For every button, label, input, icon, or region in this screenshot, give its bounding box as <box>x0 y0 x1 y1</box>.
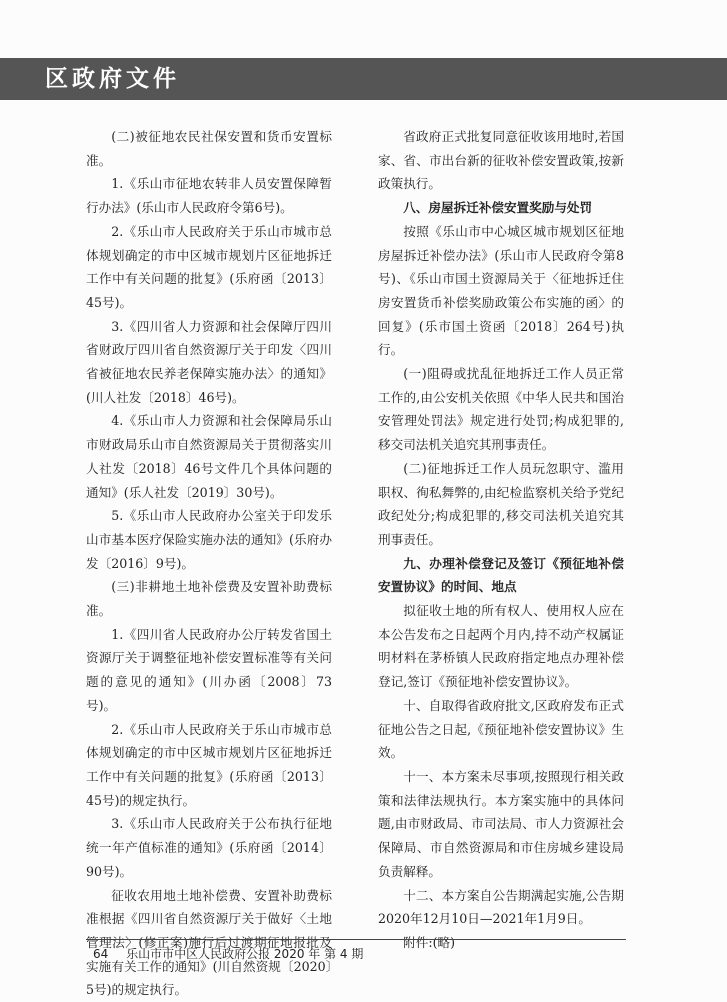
footer-divider <box>86 939 626 940</box>
paragraph: 十二、本方案自公告期满起实施,公告期2020年12月10日—2021年1月9日。 <box>378 884 624 931</box>
section-heading: 八、房屋拆迁补偿安置奖励与处罚 <box>378 196 624 220</box>
paragraph: 按照《乐山市中心城区城市规划区征地房屋拆迁补偿办法》(乐山市人民政府令第8号)、《乐山市国土资源局关于〈征地拆迁住房安置货币补偿奖励政策公布实施的函〉的回复》(乐市国土资函〔2018〕264号)执行。 <box>378 220 624 362</box>
paragraph: 附件:(略) <box>378 931 624 955</box>
paragraph: 1.《四川省人民政府办公厅转发省国土资源厅关于调整征地补偿安置标准等有关问题的意见的通知》(川办函〔2008〕73号)。 <box>86 623 332 718</box>
paragraph: (二)被征地农民社保安置和货币安置标准。 <box>86 125 332 172</box>
paragraph: 十一、本方案未尽事项,按照现行相关政策和法律法规执行。本方案实施中的具体问题,由市财政局、市司法局、市人力资源社会保障局、市自然资源局和市住房城乡建设局负责解释。 <box>378 765 624 884</box>
paragraph: (二)征地拆迁工作人员玩忽职守、滥用职权、徇私舞弊的,由纪检监察机关给予党纪政纪处分;构成犯罪的,移交司法机关追究其刑事责任。 <box>378 457 624 552</box>
paragraph: 3.《乐山市人民政府关于公布执行征地统一年产值标准的通知》(乐府函〔2014〕90号)。 <box>86 812 332 883</box>
right-column <box>378 125 624 955</box>
paragraph: 1.《乐山市征地农转非人员安置保障暂行办法》(乐山市人民政府令第6号)。 <box>86 172 332 219</box>
paragraph: 2.《乐山市人民政府关于乐山市城市总体规划确定的市中区城市规划片区征地拆迁工作中有关问题的批复》(乐府函〔2013〕45号)。 <box>86 220 332 315</box>
paragraph: (一)阻碍或扰乱征地拆迁工作人员正常工作的,由公安机关依照《中华人民共和国治安管理处罚法》规定进行处罚;构成犯罪的,移交司法机关追究其刑事责任。 <box>378 362 624 457</box>
paragraph: 拟征收土地的所有权人、使用权人应在本公告发布之日起两个月内,持不动产权属证明材料在茅桥镇人民政府指定地点办理补偿登记,签订《预征地补偿安置协议》。 <box>378 599 624 694</box>
publication-name: 乐山市市中区人民政府公报 2020 年 第 4 期 <box>126 947 363 961</box>
section-heading: 九、办理补偿登记及签订《预征地补偿安置协议》的时间、地点 <box>378 552 624 599</box>
paragraph: 十、自取得省政府批文,区政府发布正式征地公告之日起,《预征地补偿安置协议》生效。 <box>378 694 624 765</box>
section-title: 区政府文件 <box>45 63 180 95</box>
left-column <box>86 125 332 1002</box>
paragraph: 2.《乐山市人民政府关于乐山市城市总体规划确定的市中区城市规划片区征地拆迁工作中有关问题的批复》(乐府函〔2013〕45号)的规定执行。 <box>86 718 332 813</box>
page-number: 64 <box>93 947 108 961</box>
paragraph: 征收农用地土地补偿费、安置补助费标准根据《四川省自然资源厅关于做好〈土地管理法〉(修正案)施行后过渡期征地报批及实施有关工作的通知》(川自然资规〔2020〕5号)的规定执行。 <box>86 884 332 1002</box>
paragraph: 省政府正式批复同意征收该用地时,若国家、省、市出台新的征收补偿安置政策,按新政策执行。 <box>378 125 624 196</box>
paragraph: 5.《乐山市人民政府办公室关于印发乐山市基本医疗保险实施办法的通知》(乐府办发〔2016〕9号)。 <box>86 504 332 575</box>
paragraph: 4.《乐山市人力资源和社会保障局乐山市财政局乐山市自然资源局关于贯彻落实川人社发〔2018〕46号文件几个具体问题的通知》(乐人社发〔2019〕30号)。 <box>86 409 332 504</box>
paragraph: (三)非耕地土地补偿费及安置补助费标准。 <box>86 575 332 622</box>
header-bar <box>0 58 727 100</box>
page-footer <box>93 945 363 962</box>
paragraph: 3.《四川省人力资源和社会保障厅四川省财政厅四川省自然资源厅关于印发〈四川省被征地农民养老保障实施办法〉的通知》(川人社发〔2018〕46号)。 <box>86 315 332 410</box>
